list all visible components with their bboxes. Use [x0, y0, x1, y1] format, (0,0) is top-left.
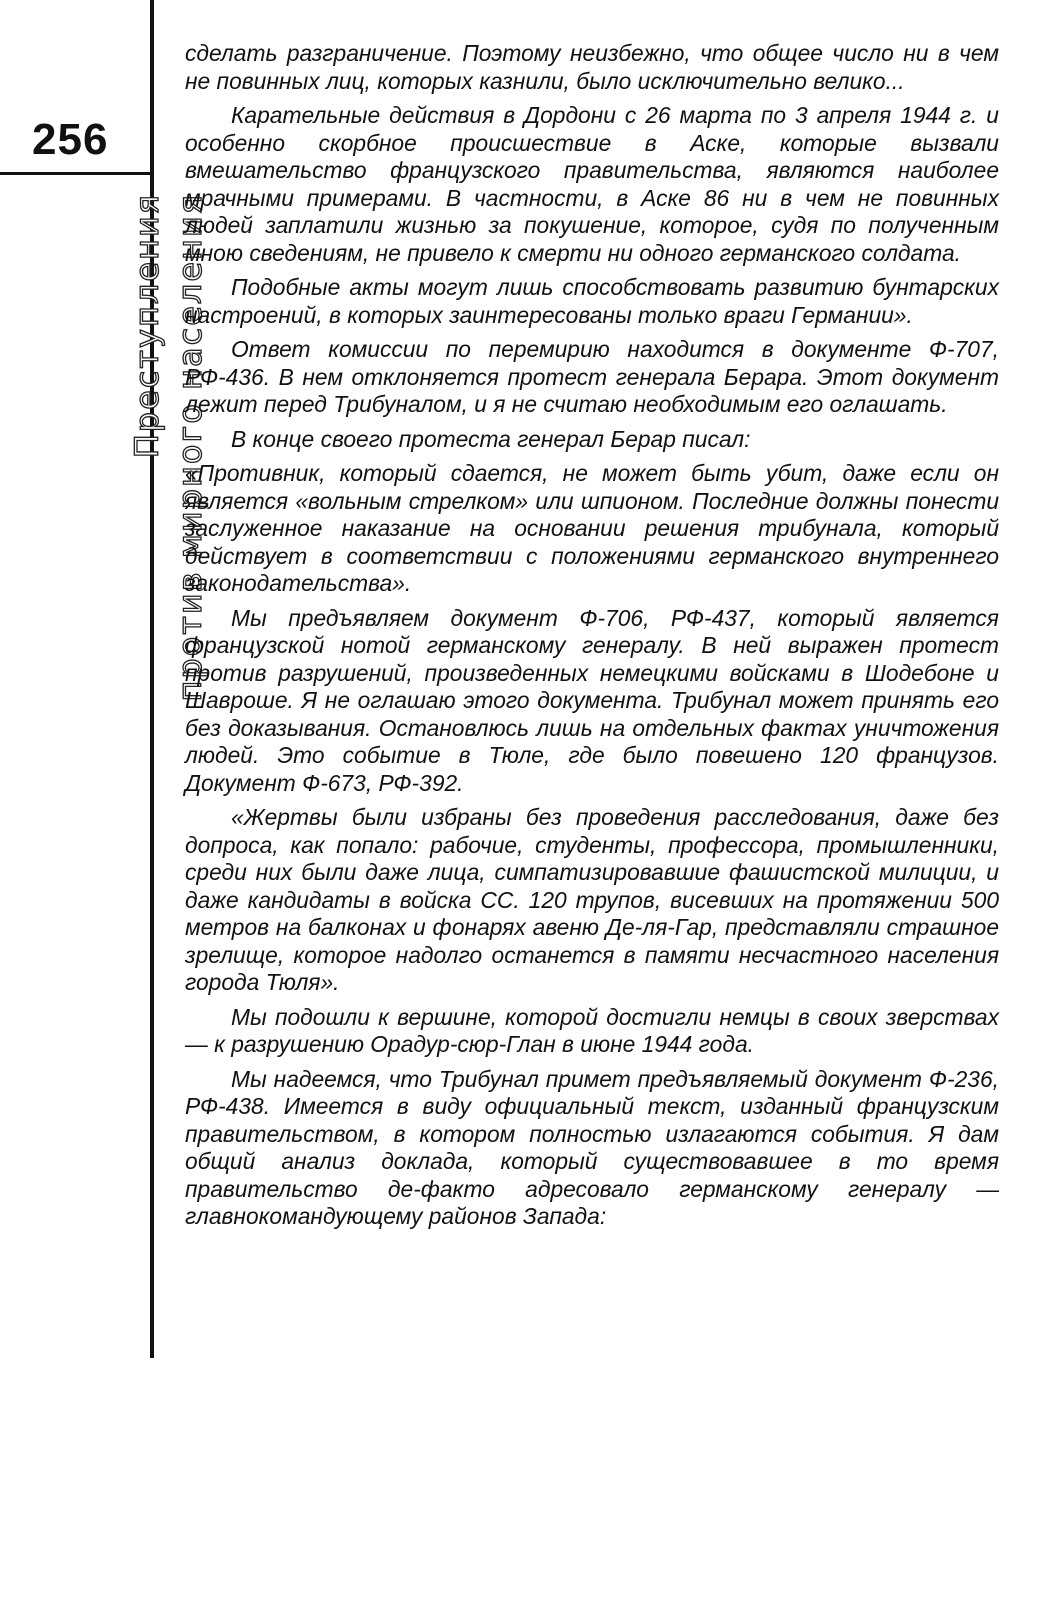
- paragraph: Мы надеемся, что Трибунал примет предъявляемый документ Ф-236, РФ-438. Имеется в виду официальный текст, изданный французским правительством, в котором полностью излагаются события. Я дам общий анализ доклада, который существовавшее в то время правительство де-факто адресовало германскому генералу — главнокомандующему районов Запада:: [185, 1065, 999, 1229]
- running-title-line-2: против мирного населения: [171, 193, 209, 702]
- body-text: [185, 40, 999, 1238]
- quote-paragraph: «Противник, который сдается, не может быть убит, даже если он является «вольным стрелком» или шпионом. Последние должны понести заслуженное наказание на основании решения трибунала, который действует в соответствии с положениями германского внутреннего законодательства».: [185, 460, 999, 596]
- page-number: 256: [32, 115, 109, 164]
- paragraph: Подобные акты могут лишь способствовать развитию бунтарских настроений, в которых заинтересованы только враги Германии».: [185, 274, 999, 328]
- paragraph: Мы предъявляем документ Ф-706, РФ-437, который является французской нотой германскому генералу. В ней выражен протест против разрушений, произведенных немецкими войсками в Шодебоне и Шаврошe. Я не оглашаю этого документа. Трибунал может принять его без доказывания. Остановлюсь лишь на отдельных фактах уничтожения людей. Это событие в Тюле, где было повешено 120 французов. Документ Ф-673, РФ-392.: [185, 604, 999, 796]
- quote-paragraph: «Жертвы были избраны без проведения расследования, даже без допроса, как попало: рабочие, студенты, профессора, промышленники, среди них были даже лица, симпатизировавшие фашистской милиции, и даже кандидаты в войска СС. 120 трупов, висевших на протяжении 500 метров на балконах и фонарях авеню Де-ля-Гар, представляли страшное зрелище, которое надолго останется в памяти несчастного населения города Тюля».: [185, 804, 999, 995]
- paragraph: сделать разграничение. Поэтому неизбежно, что общее число ни в чем не повинных лиц, которых казнили, было исключительно велико...: [185, 40, 999, 94]
- paragraph: Карательные действия в Дордони с 26 марта по 3 апреля 1944 г. и особенно скорбное происшествие в Аске, которые вызвали вмешательство французского правительства, являются наиболее мрачными примерами. В частности, в Аске 86 ни в чем не повинных людей заплатили жизнью за покушение, которое, судя по полученным мною сведениям, не привело к смерти ни одного германского солдата.: [185, 102, 999, 266]
- paragraph: Мы подошли к вершине, которой достигли немцы в своих зверствах — к разрушению Орадур-сюр-Глан в июне 1944 года.: [185, 1003, 999, 1057]
- page-number-rule: [0, 172, 150, 175]
- paragraph: Ответ комиссии по перемирию находится в документе Ф-707, РФ-436. В нем отклоняется протест генерала Берара. Этот документ лежит перед Трибуналом, и я не считаю необходимым его оглашать.: [185, 336, 999, 417]
- running-title-line-1: Преступления: [128, 193, 166, 459]
- paragraph: В конце своего протеста генерал Берар писал:: [231, 425, 751, 452]
